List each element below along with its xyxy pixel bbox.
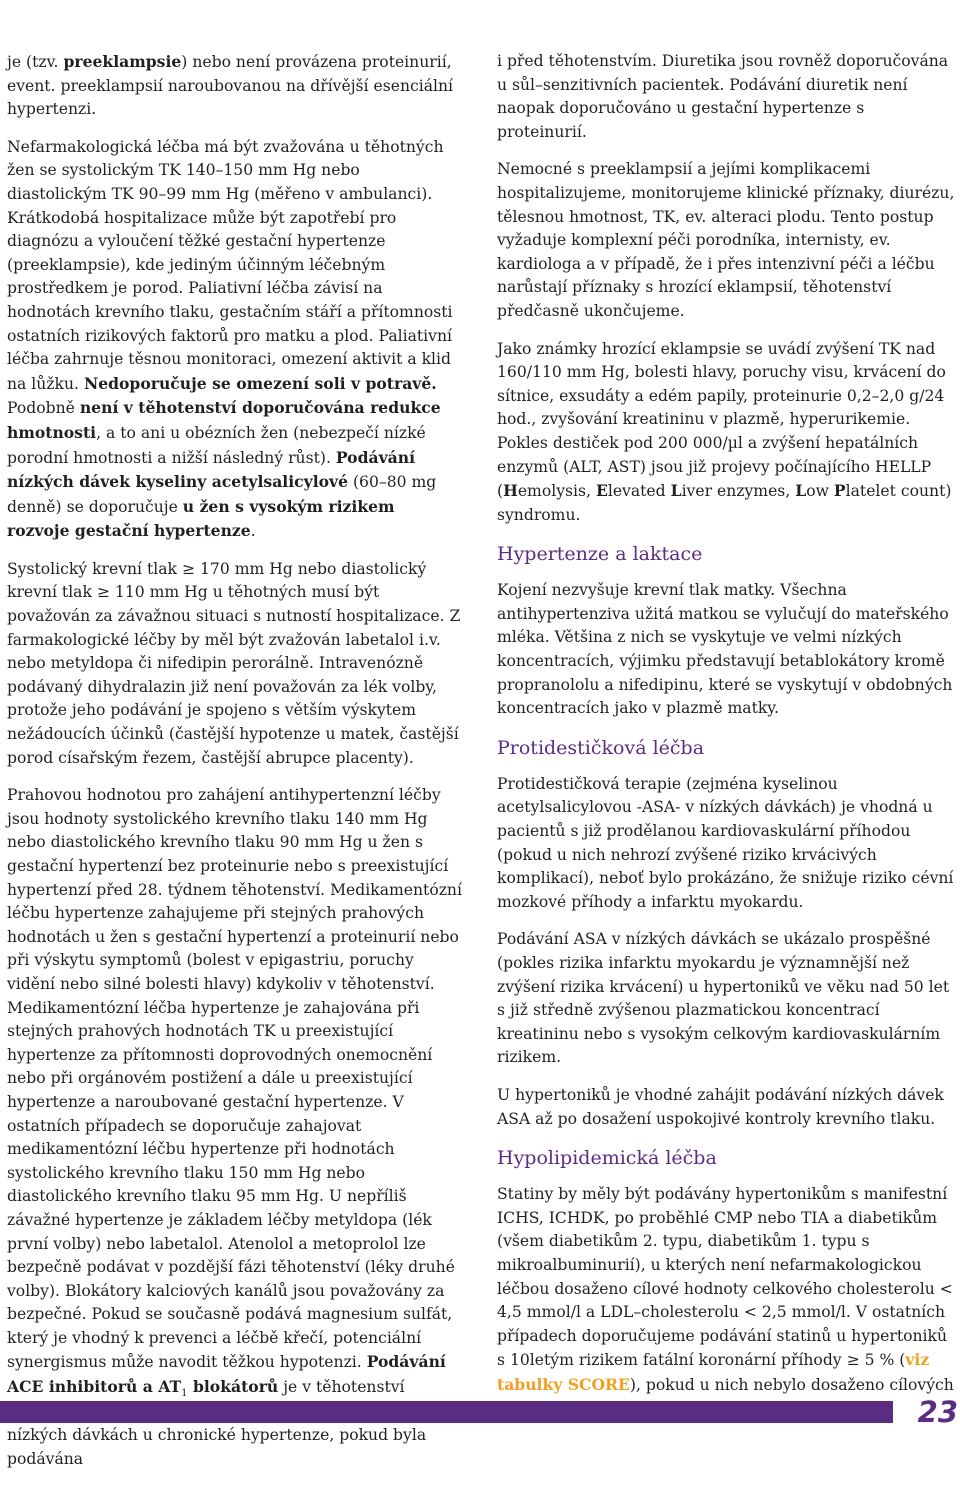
page-number: 23 — [917, 1395, 958, 1429]
paragraph-eklampsie: Jako známky hrozící eklampsie se uvádí zvýšení TK nad 160/110 mm Hg, bolesti hlavy, poruchy visu, krvácení do sítnice, exsudáty a edém papily, proteinurie 0,2–2,0 g/24 hod., zvyšování kreatininu v plazmě, hyperurikemie. Pokles destiček pod 200 000/µl a zvýšení hepatálních enzymů (ALT, AST) jsou již projevy počínajícího HELLP (Hemolysis, Elevated Liver enzymes, Low Platelet count) syndromu. — [497, 339, 952, 524]
footer-bar — [0, 1401, 893, 1423]
left-column — [7, 50, 462, 1485]
paragraph-diuretika: i před těhotenstvím. Diuretika jsou rovněž doporučována u sůl–senzitivních pacientek. Podávání diuretik není naopak doporučováno u gestační hypertenze s proteinurií. — [497, 52, 949, 141]
paragraph-asa-kontrola: U hypertoniků je vhodné zahájit podávání nízkých dávek ASA až po dosažení uspokojivé kontroly krevního tlaku. — [497, 1085, 944, 1128]
paragraph-asa-prospesne: Podávání ASA v nízkých dávkách se ukázalo prospěšné (pokles rizika infarktu myokardu je významnější než zvýšení rizika krvácení) u hypertoniků ve věku nad 50 let s již středně zvýšenou plazmatickou koncentrací kreatininu nebo s vysokým celkovým kardiovaskulárním rizikem. — [497, 930, 950, 1067]
paragraph-protidestickova-terapie: Protidestičková terapie (zejména kyselinou acetylsalicylovou -ASA- v nízkých dávkách) je vhodná u pacientů s již prodělanou kardiovaskulární příhodou (pokud u nich nehrozí zvýšené riziko krvácivých komplikací), neboť bylo prokázáno, že snižuje riziko cévní mozkové příhody a infarktu myokardu. — [497, 774, 954, 911]
score-table-link[interactable]: viz tabulky SCORE — [497, 1350, 930, 1394]
paragraph-tezka-hypertenze: Systolický krevní tlak ≥ 170 mm Hg nebo diastolický krevní tlak ≥ 110 mm Hg u těhotných musí být považován za závažnou situaci s nutností hospitalizace. Z farmakologické léčby by měl být zvažován labetalol i.v. nebo metyldopa či nifedipin perorálně. Intravenózně podávaný dihydralazin již není považován za lék volby, protože jeho podávání je spojeno s větším výskytem nežádoucích účinků (častější hypotenze u matek, častější porod císařským řezem, častější abrupce placenty). — [7, 559, 461, 767]
heading-hypolipidemicka-lecba: Hypolipidemická léčba — [497, 1147, 717, 1170]
paragraph-preeklampsie: je (tzv. preeklampsie) nebo není provázena proteinurií, event. preeklampsií naroubovanou na dřívější esenciální hypertenzi. — [7, 52, 454, 119]
heading-protidestickova-lecba: Protidestičková léčba — [497, 736, 705, 759]
paragraph-prahova-hodnota: Prahovou hodnotou pro zahájení antihypertenzní léčby jsou hodnoty systolického krevního tlaku 140 mm Hg nebo diastolického krevního tlaku 90 mm Hg u žen s gestační hypertenzí bez proteinurie nebo s preexistující hypertenzí před 28. týdnem těhotenství. Medikamentózní léčbu hypertenze zahajujeme při stejných prahových hodnotách u žen s gestační hypertenzí a proteinurií nebo při výskytu symptomů (bolest v epigastriu, poruchy vidění nebo silné bolesti hlavy) kdykoliv v těhotenství. Medikamentózní léčba hypertenze je zahajována při stejných prahových hodnotách TK u preexistující hypertenze za přítomnosti doprovodných onemocnění nebo při orgánovém postižení a dále u preexistující hypertenze a naroubované gestační hypertenze. V ostatních případech se doporučuje zahajovat medikamentózní léčbu hypertenze při hodnotách systolického krevního tlaku 150 mm Hg nebo diastolického krevního tlaku 95 mm Hg. U nepříliš závažné hypertenze je základem léčby metyldopa (lék první volby) nebo labetalol. Atenolol a metoprolol lze bezpečně podávat v pozdější fázi těhotenství (léky druhé volby). Blokátory kalciových kanálů jsou považovány za bezpečné. Pokud se současně podává magnesium sulfát, který je vhodný k prevenci a léčbě křečí, potenciální synergismus může navodit těžkou hypotenzi. Podávání ACE inhibitorů a $AT_1$ blokátorů je v těhotenství nízkých dávkách u chronické hypertenze, pokud byla podávána — [7, 786, 462, 1468]
paragraph-kojeni: Kojení nezvyšuje krevní tlak matky. Všechna antihypertenziva užitá matkou se vylučují do mateřského mléka. Většina z nich se vyskytuje ve velmi nízkých koncentracích, výjimku představují betablokátory kromě propranololu a nifedipinu, které se vyskytují v obdobných koncentracích jako v plazmě matky. — [497, 581, 953, 718]
heading-hypertenze-laktace: Hypertenze a laktace — [497, 543, 703, 566]
paragraph-nefarmakologicka-lecba: Nefarmakologická léčba má být zvažována u těhotných žen se systolickým TK 140–150 mm Hg nebo diastolickým TK 90–99 mm Hg (měřeno v ambulanci). Krátkodobá hospitalizace může být zapotřebí pro diagnózu a vyloučení těžké gestační hypertenze (preeklampsie), kde jediným účinným léčebným prostředkem je porod. Paliativní léčba závisí na hodnotách krevního tlaku, gestačním stáří a přítomnosti ostatních rizikových faktorů pro matku a plod. Paliativní léčba zahrnuje těsnou monitoraci, omezení aktivit a klid na lůžku. Nedoporučuje se omezení soli v potravě. Podobně není v těhotenství doporučována redukce hmotnosti, a to ani u obézních žen (nebezpečí nízké porodní hmotnosti a nižší následný růst). Podávání nízkých dávek kyseliny acetylsalicylové (60–80 mg denně) se doporučuje u žen s vysokým rizikem rozvoje gestační hypertenze. — [7, 137, 453, 541]
paragraph-hospitalizace: Nemocné s preeklampsií a jejími komplikacemi hospitalizujeme, monitorujeme klinické příznaky, diurézu, tělesnou hmotnost, TK, ev. alteraci plodu. Tento postup vyžaduje komplexní péči porodníka, internisty, ev. kardiologa a v případě, že i přes intenzivní péči a léčbu narůstají příznaky s hrozící eklampsií, těhotenství předčasně ukončujeme. — [497, 160, 955, 320]
right-column — [497, 50, 957, 1435]
paragraph-statiny: Statiny by měly být podávány hypertonikům s manifestní ICHS, ICHDK, po proběhlé CMP nebo TIA a diabetikům (všem diabetikům 2. typu, diabetikům 1. typu s mikroalbuminurií), u kterých není nefarmakologickou léčbou dosaženo cílové hodnoty celkového cholesterolu < 4,5 mmol/l a LDL–cholesterolu < 2,5 mmol/l. V ostatních případech doporučujeme podávání statinů u hypertoniků s 10letým rizikem fatální koronární příhody ≥ 5 % (viz tabulky SCORE), pokud u nich nebylo dosaženo cílových — [497, 1185, 954, 1394]
